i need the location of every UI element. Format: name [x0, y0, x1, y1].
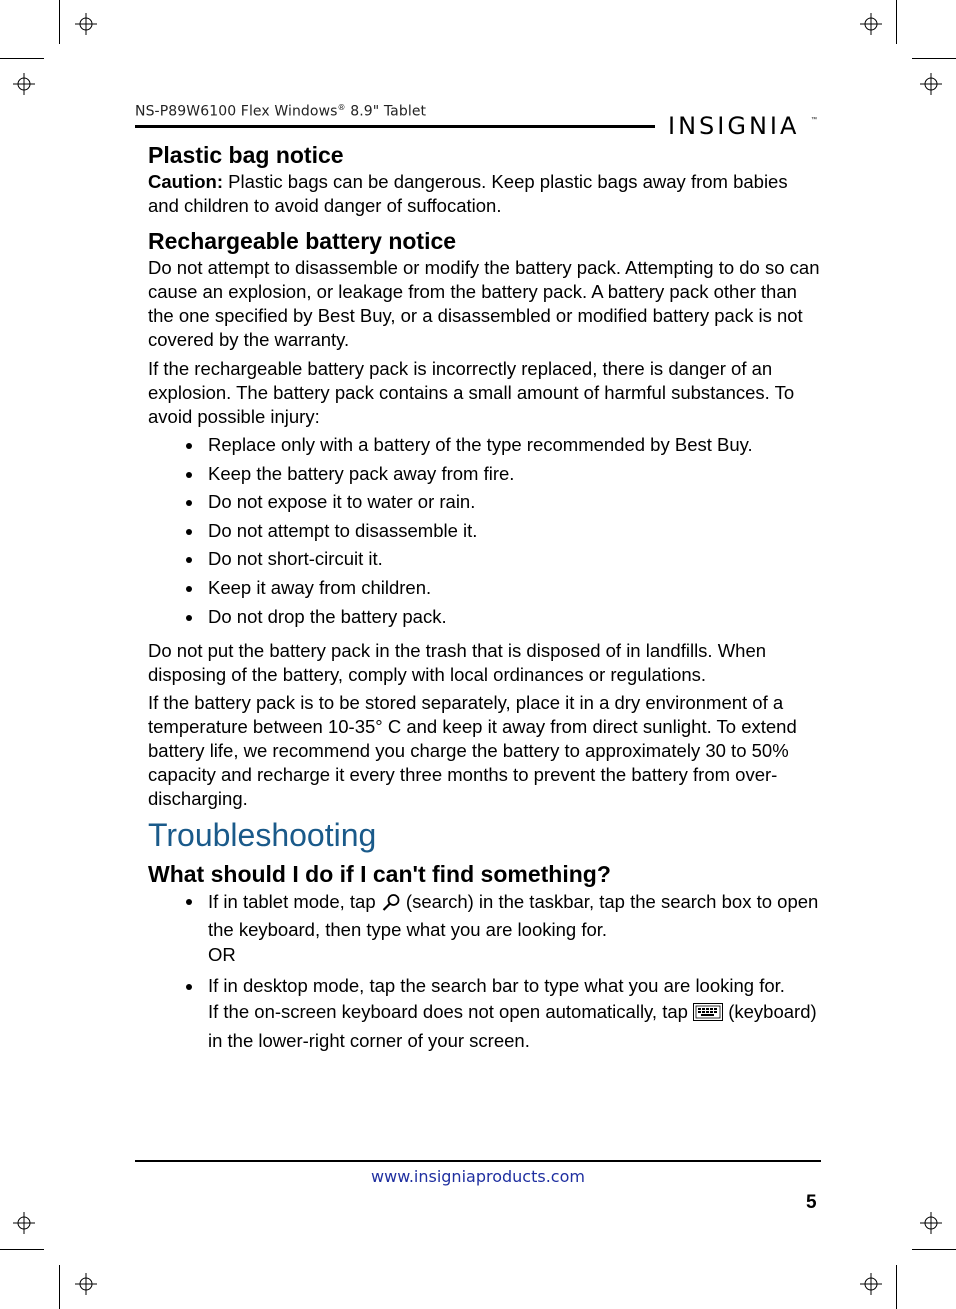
- crop-mark: [912, 58, 956, 59]
- registration-mark-icon: [860, 13, 882, 35]
- model-name: NS-P89W6100 Flex Windows: [135, 103, 338, 120]
- brand-trademark: ™: [811, 117, 817, 123]
- page-number: 5: [806, 1192, 817, 1213]
- crop-mark: [896, 0, 897, 44]
- plastic-bag-heading: Plastic bag notice: [148, 142, 344, 168]
- keyboard-icon: [693, 1002, 723, 1028]
- plastic-bag-caution: [148, 170, 823, 218]
- battery-warning-list: [148, 433, 823, 629]
- registration-mark-icon: [75, 13, 97, 35]
- registration-mark-icon: [920, 1212, 942, 1234]
- search-icon: [381, 892, 401, 917]
- list-item: If in tablet mode, tap (search) in the taskbar, tap the search box to open the keyboard, then type what you are looking for. OR: [148, 889, 823, 967]
- battery-paragraph-1: Do not attempt to disassemble or modify the battery pack. Attempting to do so can cause an explosion, or leakage from the battery pack. A battery pack other than the one specified by Best Buy, or a disassembled or modified battery pack is not covered by the warranty.: [148, 257, 820, 350]
- website-link[interactable]: www.insigniaproducts.com: [371, 1167, 585, 1186]
- brand-logo: INSIGNIA: [668, 112, 800, 140]
- or-text: OR: [208, 944, 236, 966]
- registration-mark-icon: [920, 73, 942, 95]
- crop-mark: [59, 1265, 60, 1309]
- crop-mark: [896, 1265, 897, 1309]
- battery-heading: Rechargeable battery notice: [148, 228, 457, 254]
- list-item: Keep it away from children.: [148, 576, 823, 600]
- list-item: If in desktop mode, tap the search bar to type what you are looking for. If the on-screen keyboard does not open automatically, tap (keyboard) in the lower-right corner of your screen.: [148, 973, 823, 1054]
- crop-mark: [912, 1249, 956, 1250]
- registration-mark-icon: [13, 73, 35, 95]
- list-item: Replace only with a battery of the type recommended by Best Buy.: [148, 433, 823, 457]
- header-rule: [135, 125, 655, 128]
- caution-label: Caution:: [148, 171, 224, 192]
- registration-mark-icon: [860, 1273, 882, 1295]
- list-item: Keep the battery pack away from fire.: [148, 462, 823, 486]
- list-item: Do not expose it to water or rain.: [148, 490, 823, 514]
- list-item: Do not short-circuit it.: [148, 547, 823, 571]
- list-item: Do not attempt to disassemble it.: [148, 519, 823, 543]
- list-item: Do not drop the battery pack.: [148, 605, 823, 629]
- caution-text: Plastic bags can be dangerous. Keep plastic bags away from babies and children to avoid danger of suffocation.: [148, 171, 788, 216]
- battery-paragraph-4: If the battery pack is to be stored separately, place it in a dry environment of a temperature between 10-35° C and keep it away from direct sunlight. To extend battery life, we recommend you charge the battery to approximately 30 to 50% capacity and recharge it every three months to prevent the battery from over-discharging.: [148, 692, 797, 810]
- troubleshooting-subheading: What should I do if I can't find something?: [148, 861, 611, 888]
- troubleshooting-heading: Troubleshooting: [148, 817, 377, 854]
- footer-rule: [135, 1160, 821, 1162]
- model-tail: 8.9" Tablet: [345, 103, 427, 120]
- battery-paragraph-3: Do not put the battery pack in the trash that is disposed of in landfills. When disposing of the battery, comply with local ordinances or regulations.: [148, 640, 767, 686]
- crop-mark: [59, 0, 60, 44]
- registered-mark: ®: [337, 103, 346, 112]
- crop-mark: [0, 1249, 44, 1250]
- troubleshooting-list: [148, 889, 823, 1054]
- registration-mark-icon: [75, 1273, 97, 1295]
- registration-mark-icon: [13, 1212, 35, 1234]
- crop-mark: [0, 58, 44, 59]
- page-content: [148, 140, 823, 1060]
- header-model: [135, 103, 426, 120]
- battery-paragraph-2: If the rechargeable battery pack is incorrectly replaced, there is danger of an explosion. The battery pack contains a small amount of harmful substances. To avoid possible injury:: [148, 358, 795, 427]
